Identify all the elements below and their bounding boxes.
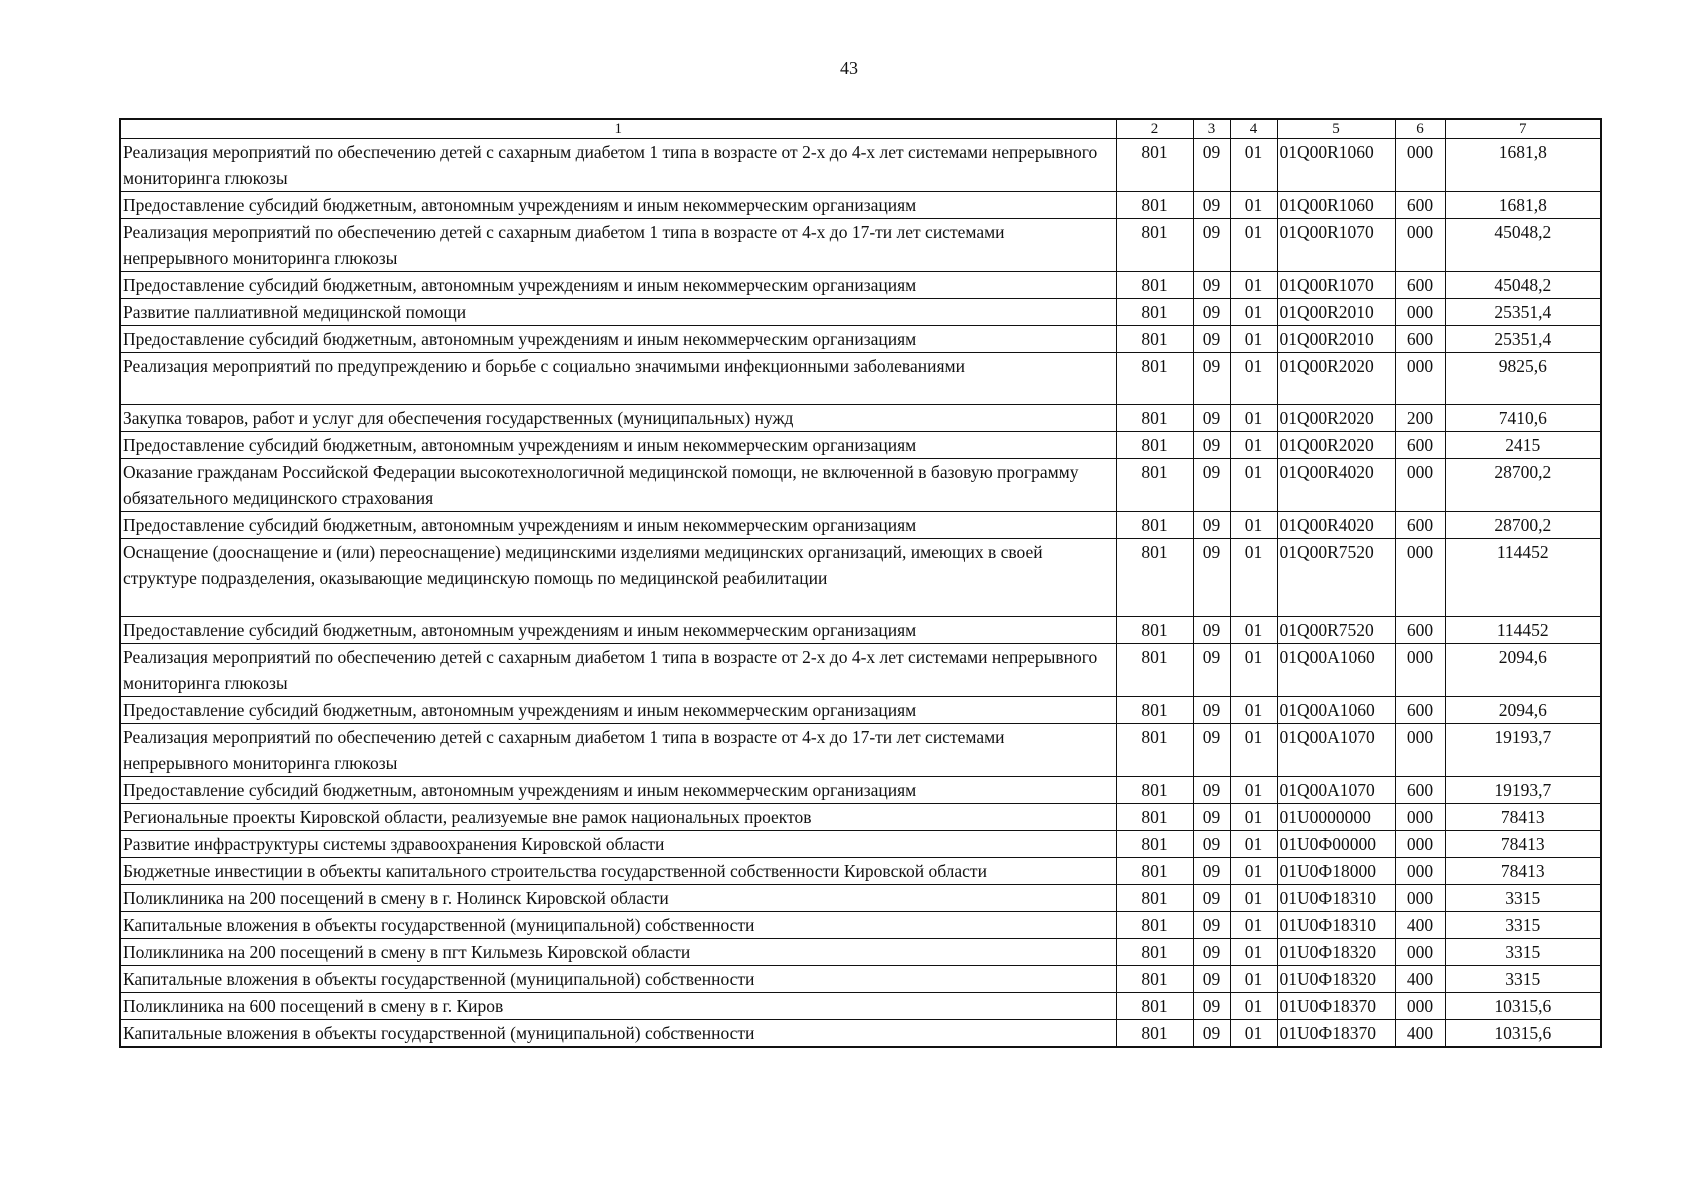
row-col4-cell: 01	[1230, 617, 1277, 644]
row-col2-cell: 801	[1116, 432, 1193, 459]
row-col3-cell: 09	[1193, 272, 1230, 299]
table-row	[120, 912, 1601, 939]
row-amount-cell: 28700,2	[1445, 512, 1601, 539]
row-amount-cell: 3315	[1445, 912, 1601, 939]
row-col4-cell: 01	[1230, 724, 1277, 777]
row-col6-cell: 000	[1395, 804, 1445, 831]
column-header-5: 5	[1277, 119, 1395, 139]
row-col4-cell: 01	[1230, 1020, 1277, 1048]
row-col3-cell: 09	[1193, 939, 1230, 966]
column-header-2: 2	[1116, 119, 1193, 139]
row-col4-cell: 01	[1230, 192, 1277, 219]
row-code-cell: 01Q00R1060	[1277, 139, 1395, 192]
row-amount-cell: 19193,7	[1445, 724, 1601, 777]
row-amount-cell: 45048,2	[1445, 219, 1601, 272]
table-row	[120, 993, 1601, 1020]
table-row	[120, 405, 1601, 432]
row-amount-cell: 9825,6	[1445, 353, 1601, 405]
row-col2-cell: 801	[1116, 459, 1193, 512]
row-col3-cell: 09	[1193, 139, 1230, 192]
row-code-cell: 01Q00A1070	[1277, 777, 1395, 804]
row-col6-cell: 600	[1395, 697, 1445, 724]
row-col4-cell: 01	[1230, 539, 1277, 617]
row-col4-cell: 01	[1230, 219, 1277, 272]
row-amount-cell: 78413	[1445, 831, 1601, 858]
table-row	[120, 885, 1601, 912]
row-code-cell: 01Q00A1060	[1277, 697, 1395, 724]
row-name-cell: Предоставление субсидий бюджетным, автономным учреждениям и иным некоммерческим организациям	[120, 326, 1116, 353]
row-amount-cell: 1681,8	[1445, 139, 1601, 192]
row-code-cell: 01Q00R4020	[1277, 512, 1395, 539]
budget-table	[119, 118, 1602, 1048]
row-code-cell: 01U0000000	[1277, 804, 1395, 831]
row-col3-cell: 09	[1193, 966, 1230, 993]
table-header-row	[120, 119, 1601, 139]
table-row	[120, 966, 1601, 993]
row-name-cell: Капитальные вложения в объекты государственной (муниципальной) собственности	[120, 1020, 1116, 1048]
row-col6-cell: 000	[1395, 139, 1445, 192]
row-col2-cell: 801	[1116, 831, 1193, 858]
table-row	[120, 831, 1601, 858]
row-col6-cell: 000	[1395, 299, 1445, 326]
row-amount-cell: 114452	[1445, 539, 1601, 617]
row-col4-cell: 01	[1230, 831, 1277, 858]
row-col2-cell: 801	[1116, 299, 1193, 326]
row-col4-cell: 01	[1230, 939, 1277, 966]
row-col3-cell: 09	[1193, 192, 1230, 219]
row-col4-cell: 01	[1230, 353, 1277, 405]
row-col6-cell: 600	[1395, 777, 1445, 804]
row-amount-cell: 3315	[1445, 885, 1601, 912]
table-row	[120, 644, 1601, 697]
row-col6-cell: 000	[1395, 885, 1445, 912]
row-code-cell: 01U0Ф18000	[1277, 858, 1395, 885]
row-col3-cell: 09	[1193, 617, 1230, 644]
row-col3-cell: 09	[1193, 724, 1230, 777]
row-col2-cell: 801	[1116, 272, 1193, 299]
column-header-7: 7	[1445, 119, 1601, 139]
row-amount-cell: 114452	[1445, 617, 1601, 644]
row-code-cell: 01Q00R2010	[1277, 299, 1395, 326]
row-col3-cell: 09	[1193, 219, 1230, 272]
row-col2-cell: 801	[1116, 539, 1193, 617]
row-col2-cell: 801	[1116, 724, 1193, 777]
row-col6-cell: 000	[1395, 219, 1445, 272]
row-name-cell: Закупка товаров, работ и услуг для обеспечения государственных (муниципальных) нужд	[120, 405, 1116, 432]
row-col6-cell: 600	[1395, 192, 1445, 219]
row-col4-cell: 01	[1230, 326, 1277, 353]
row-col3-cell: 09	[1193, 912, 1230, 939]
row-code-cell: 01U0Ф18370	[1277, 1020, 1395, 1048]
row-col4-cell: 01	[1230, 299, 1277, 326]
row-col4-cell: 01	[1230, 912, 1277, 939]
row-name-cell: Реализация мероприятий по обеспечению детей с сахарным диабетом 1 типа в возрасте от 2-х до 4-х лет системами непрерывного мониторинга глюкозы	[120, 644, 1116, 697]
table-row	[120, 299, 1601, 326]
row-code-cell: 01Q00R2020	[1277, 432, 1395, 459]
row-col3-cell: 09	[1193, 353, 1230, 405]
table-row	[120, 617, 1601, 644]
row-col4-cell: 01	[1230, 777, 1277, 804]
row-col2-cell: 801	[1116, 912, 1193, 939]
row-amount-cell: 3315	[1445, 939, 1601, 966]
row-code-cell: 01U0Ф18310	[1277, 912, 1395, 939]
row-amount-cell: 45048,2	[1445, 272, 1601, 299]
row-name-cell: Реализация мероприятий по обеспечению детей с сахарным диабетом 1 типа в возрасте от 2-х до 4-х лет системами непрерывного мониторинга глюкозы	[120, 139, 1116, 192]
row-code-cell: 01U0Ф18310	[1277, 885, 1395, 912]
row-col4-cell: 01	[1230, 272, 1277, 299]
row-name-cell: Развитие инфраструктуры системы здравоохранения Кировской области	[120, 831, 1116, 858]
row-col4-cell: 01	[1230, 966, 1277, 993]
row-col3-cell: 09	[1193, 432, 1230, 459]
row-col6-cell: 600	[1395, 512, 1445, 539]
row-col2-cell: 801	[1116, 617, 1193, 644]
row-amount-cell: 78413	[1445, 858, 1601, 885]
row-col2-cell: 801	[1116, 885, 1193, 912]
table-row	[120, 219, 1601, 272]
row-col2-cell: 801	[1116, 192, 1193, 219]
row-col3-cell: 09	[1193, 459, 1230, 512]
row-col6-cell: 000	[1395, 993, 1445, 1020]
row-name-cell: Поликлиника на 200 посещений в смену в г. Нолинск Кировской области	[120, 885, 1116, 912]
row-col6-cell: 600	[1395, 272, 1445, 299]
row-col3-cell: 09	[1193, 858, 1230, 885]
row-amount-cell: 2094,6	[1445, 644, 1601, 697]
row-name-cell: Поликлиника на 200 посещений в смену в пгт Кильмезь Кировской области	[120, 939, 1116, 966]
row-code-cell: 01U0Ф18370	[1277, 993, 1395, 1020]
row-col6-cell: 400	[1395, 966, 1445, 993]
table-row	[120, 539, 1601, 617]
row-name-cell: Капитальные вложения в объекты государственной (муниципальной) собственности	[120, 912, 1116, 939]
column-header-6: 6	[1395, 119, 1445, 139]
table-row	[120, 1020, 1601, 1048]
row-col4-cell: 01	[1230, 512, 1277, 539]
table-row	[120, 858, 1601, 885]
row-code-cell: 01Q00A1060	[1277, 644, 1395, 697]
row-name-cell: Предоставление субсидий бюджетным, автономным учреждениям и иным некоммерческим организациям	[120, 777, 1116, 804]
row-col2-cell: 801	[1116, 697, 1193, 724]
row-col3-cell: 09	[1193, 512, 1230, 539]
row-name-cell: Предоставление субсидий бюджетным, автономным учреждениям и иным некоммерческим организациям	[120, 272, 1116, 299]
column-header-3: 3	[1193, 119, 1230, 139]
table-row	[120, 326, 1601, 353]
row-code-cell: 01Q00R1060	[1277, 192, 1395, 219]
row-name-cell: Оснащение (дооснащение и (или) переоснащение) медицинскими изделиями медицинских организаций, имеющих в своей структуре подразделения, оказывающие медицинскую помощь по медицинской реабилитации	[120, 539, 1116, 617]
row-col4-cell: 01	[1230, 405, 1277, 432]
column-header-4: 4	[1230, 119, 1277, 139]
table-row	[120, 697, 1601, 724]
row-col4-cell: 01	[1230, 885, 1277, 912]
table-row	[120, 804, 1601, 831]
row-col4-cell: 01	[1230, 697, 1277, 724]
row-col3-cell: 09	[1193, 1020, 1230, 1048]
row-amount-cell: 10315,6	[1445, 1020, 1601, 1048]
row-col2-cell: 801	[1116, 405, 1193, 432]
row-col2-cell: 801	[1116, 219, 1193, 272]
row-amount-cell: 10315,6	[1445, 993, 1601, 1020]
row-col3-cell: 09	[1193, 299, 1230, 326]
row-code-cell: 01Q00R1070	[1277, 219, 1395, 272]
row-col6-cell: 600	[1395, 326, 1445, 353]
row-col6-cell: 000	[1395, 858, 1445, 885]
row-col3-cell: 09	[1193, 804, 1230, 831]
row-amount-cell: 7410,6	[1445, 405, 1601, 432]
row-col2-cell: 801	[1116, 326, 1193, 353]
row-amount-cell: 2415	[1445, 432, 1601, 459]
row-name-cell: Реализация мероприятий по обеспечению детей с сахарным диабетом 1 типа в возрасте от 4-х до 17-ти лет системами непрерывного мониторинга глюкозы	[120, 724, 1116, 777]
row-col6-cell: 000	[1395, 831, 1445, 858]
row-col6-cell: 000	[1395, 939, 1445, 966]
row-amount-cell: 19193,7	[1445, 777, 1601, 804]
row-col3-cell: 09	[1193, 539, 1230, 617]
row-amount-cell: 2094,6	[1445, 697, 1601, 724]
table-row	[120, 139, 1601, 192]
row-code-cell: 01U0Ф18320	[1277, 966, 1395, 993]
row-col3-cell: 09	[1193, 885, 1230, 912]
row-col2-cell: 801	[1116, 858, 1193, 885]
row-col2-cell: 801	[1116, 804, 1193, 831]
budget-table-container	[119, 118, 1600, 1048]
row-col2-cell: 801	[1116, 512, 1193, 539]
row-name-cell: Капитальные вложения в объекты государственной (муниципальной) собственности	[120, 966, 1116, 993]
table-row	[120, 459, 1601, 512]
row-col3-cell: 09	[1193, 777, 1230, 804]
row-col2-cell: 801	[1116, 1020, 1193, 1048]
row-col6-cell: 000	[1395, 644, 1445, 697]
row-col3-cell: 09	[1193, 644, 1230, 697]
row-col4-cell: 01	[1230, 459, 1277, 512]
table-row	[120, 939, 1601, 966]
row-amount-cell: 1681,8	[1445, 192, 1601, 219]
row-code-cell: 01Q00R2020	[1277, 405, 1395, 432]
table-row	[120, 432, 1601, 459]
row-code-cell: 01Q00R4020	[1277, 459, 1395, 512]
row-col3-cell: 09	[1193, 831, 1230, 858]
row-code-cell: 01Q00R7520	[1277, 539, 1395, 617]
table-row	[120, 512, 1601, 539]
row-name-cell: Региональные проекты Кировской области, реализуемые вне рамок национальных проектов	[120, 804, 1116, 831]
row-amount-cell: 28700,2	[1445, 459, 1601, 512]
row-col2-cell: 801	[1116, 966, 1193, 993]
row-amount-cell: 25351,4	[1445, 326, 1601, 353]
row-col3-cell: 09	[1193, 697, 1230, 724]
row-col6-cell: 600	[1395, 617, 1445, 644]
row-col2-cell: 801	[1116, 993, 1193, 1020]
row-name-cell: Реализация мероприятий по обеспечению детей с сахарным диабетом 1 типа в возрасте от 4-х до 17-ти лет системами непрерывного мониторинга глюкозы	[120, 219, 1116, 272]
row-col6-cell: 600	[1395, 432, 1445, 459]
row-col6-cell: 200	[1395, 405, 1445, 432]
row-col4-cell: 01	[1230, 858, 1277, 885]
row-amount-cell: 78413	[1445, 804, 1601, 831]
row-code-cell: 01Q00R1070	[1277, 272, 1395, 299]
column-header-1: 1	[120, 119, 1116, 139]
row-col4-cell: 01	[1230, 993, 1277, 1020]
row-name-cell: Предоставление субсидий бюджетным, автономным учреждениям и иным некоммерческим организациям	[120, 192, 1116, 219]
table-row	[120, 777, 1601, 804]
row-col6-cell: 400	[1395, 912, 1445, 939]
row-code-cell: 01Q00A1070	[1277, 724, 1395, 777]
table-row	[120, 353, 1601, 405]
row-code-cell: 01Q00R2010	[1277, 326, 1395, 353]
row-col6-cell: 400	[1395, 1020, 1445, 1048]
row-col3-cell: 09	[1193, 326, 1230, 353]
row-col3-cell: 09	[1193, 993, 1230, 1020]
row-col3-cell: 09	[1193, 405, 1230, 432]
row-code-cell: 01U0Ф00000	[1277, 831, 1395, 858]
row-col6-cell: 000	[1395, 353, 1445, 405]
row-col4-cell: 01	[1230, 804, 1277, 831]
row-name-cell: Предоставление субсидий бюджетным, автономным учреждениям и иным некоммерческим организациям	[120, 512, 1116, 539]
table-row	[120, 272, 1601, 299]
row-col2-cell: 801	[1116, 353, 1193, 405]
row-code-cell: 01U0Ф18320	[1277, 939, 1395, 966]
row-col6-cell: 000	[1395, 724, 1445, 777]
row-name-cell: Предоставление субсидий бюджетным, автономным учреждениям и иным некоммерческим организациям	[120, 697, 1116, 724]
row-col2-cell: 801	[1116, 777, 1193, 804]
row-col2-cell: 801	[1116, 644, 1193, 697]
row-name-cell: Предоставление субсидий бюджетным, автономным учреждениям и иным некоммерческим организациям	[120, 432, 1116, 459]
row-col4-cell: 01	[1230, 432, 1277, 459]
row-name-cell: Бюджетные инвестиции в объекты капитального строительства государственной собственности Кировской области	[120, 858, 1116, 885]
row-col6-cell: 000	[1395, 459, 1445, 512]
row-col4-cell: 01	[1230, 644, 1277, 697]
row-name-cell: Предоставление субсидий бюджетным, автономным учреждениям и иным некоммерческим организациям	[120, 617, 1116, 644]
row-name-cell: Развитие паллиативной медицинской помощи	[120, 299, 1116, 326]
row-name-cell: Поликлиника на 600 посещений в смену в г. Киров	[120, 993, 1116, 1020]
row-name-cell: Оказание гражданам Российской Федерации высокотехнологичной медицинской помощи, не включенной в базовую программу обязательного медицинского страхования	[120, 459, 1116, 512]
row-amount-cell: 25351,4	[1445, 299, 1601, 326]
row-col6-cell: 000	[1395, 539, 1445, 617]
row-name-cell: Реализация мероприятий по предупреждению и борьбе с социально значимыми инфекционными заболеваниями	[120, 353, 1116, 405]
row-col4-cell: 01	[1230, 139, 1277, 192]
row-col2-cell: 801	[1116, 939, 1193, 966]
table-row	[120, 192, 1601, 219]
row-code-cell: 01Q00R2020	[1277, 353, 1395, 405]
row-code-cell: 01Q00R7520	[1277, 617, 1395, 644]
page-number: 43	[840, 58, 858, 78]
row-amount-cell: 3315	[1445, 966, 1601, 993]
table-row	[120, 724, 1601, 777]
row-col2-cell: 801	[1116, 139, 1193, 192]
